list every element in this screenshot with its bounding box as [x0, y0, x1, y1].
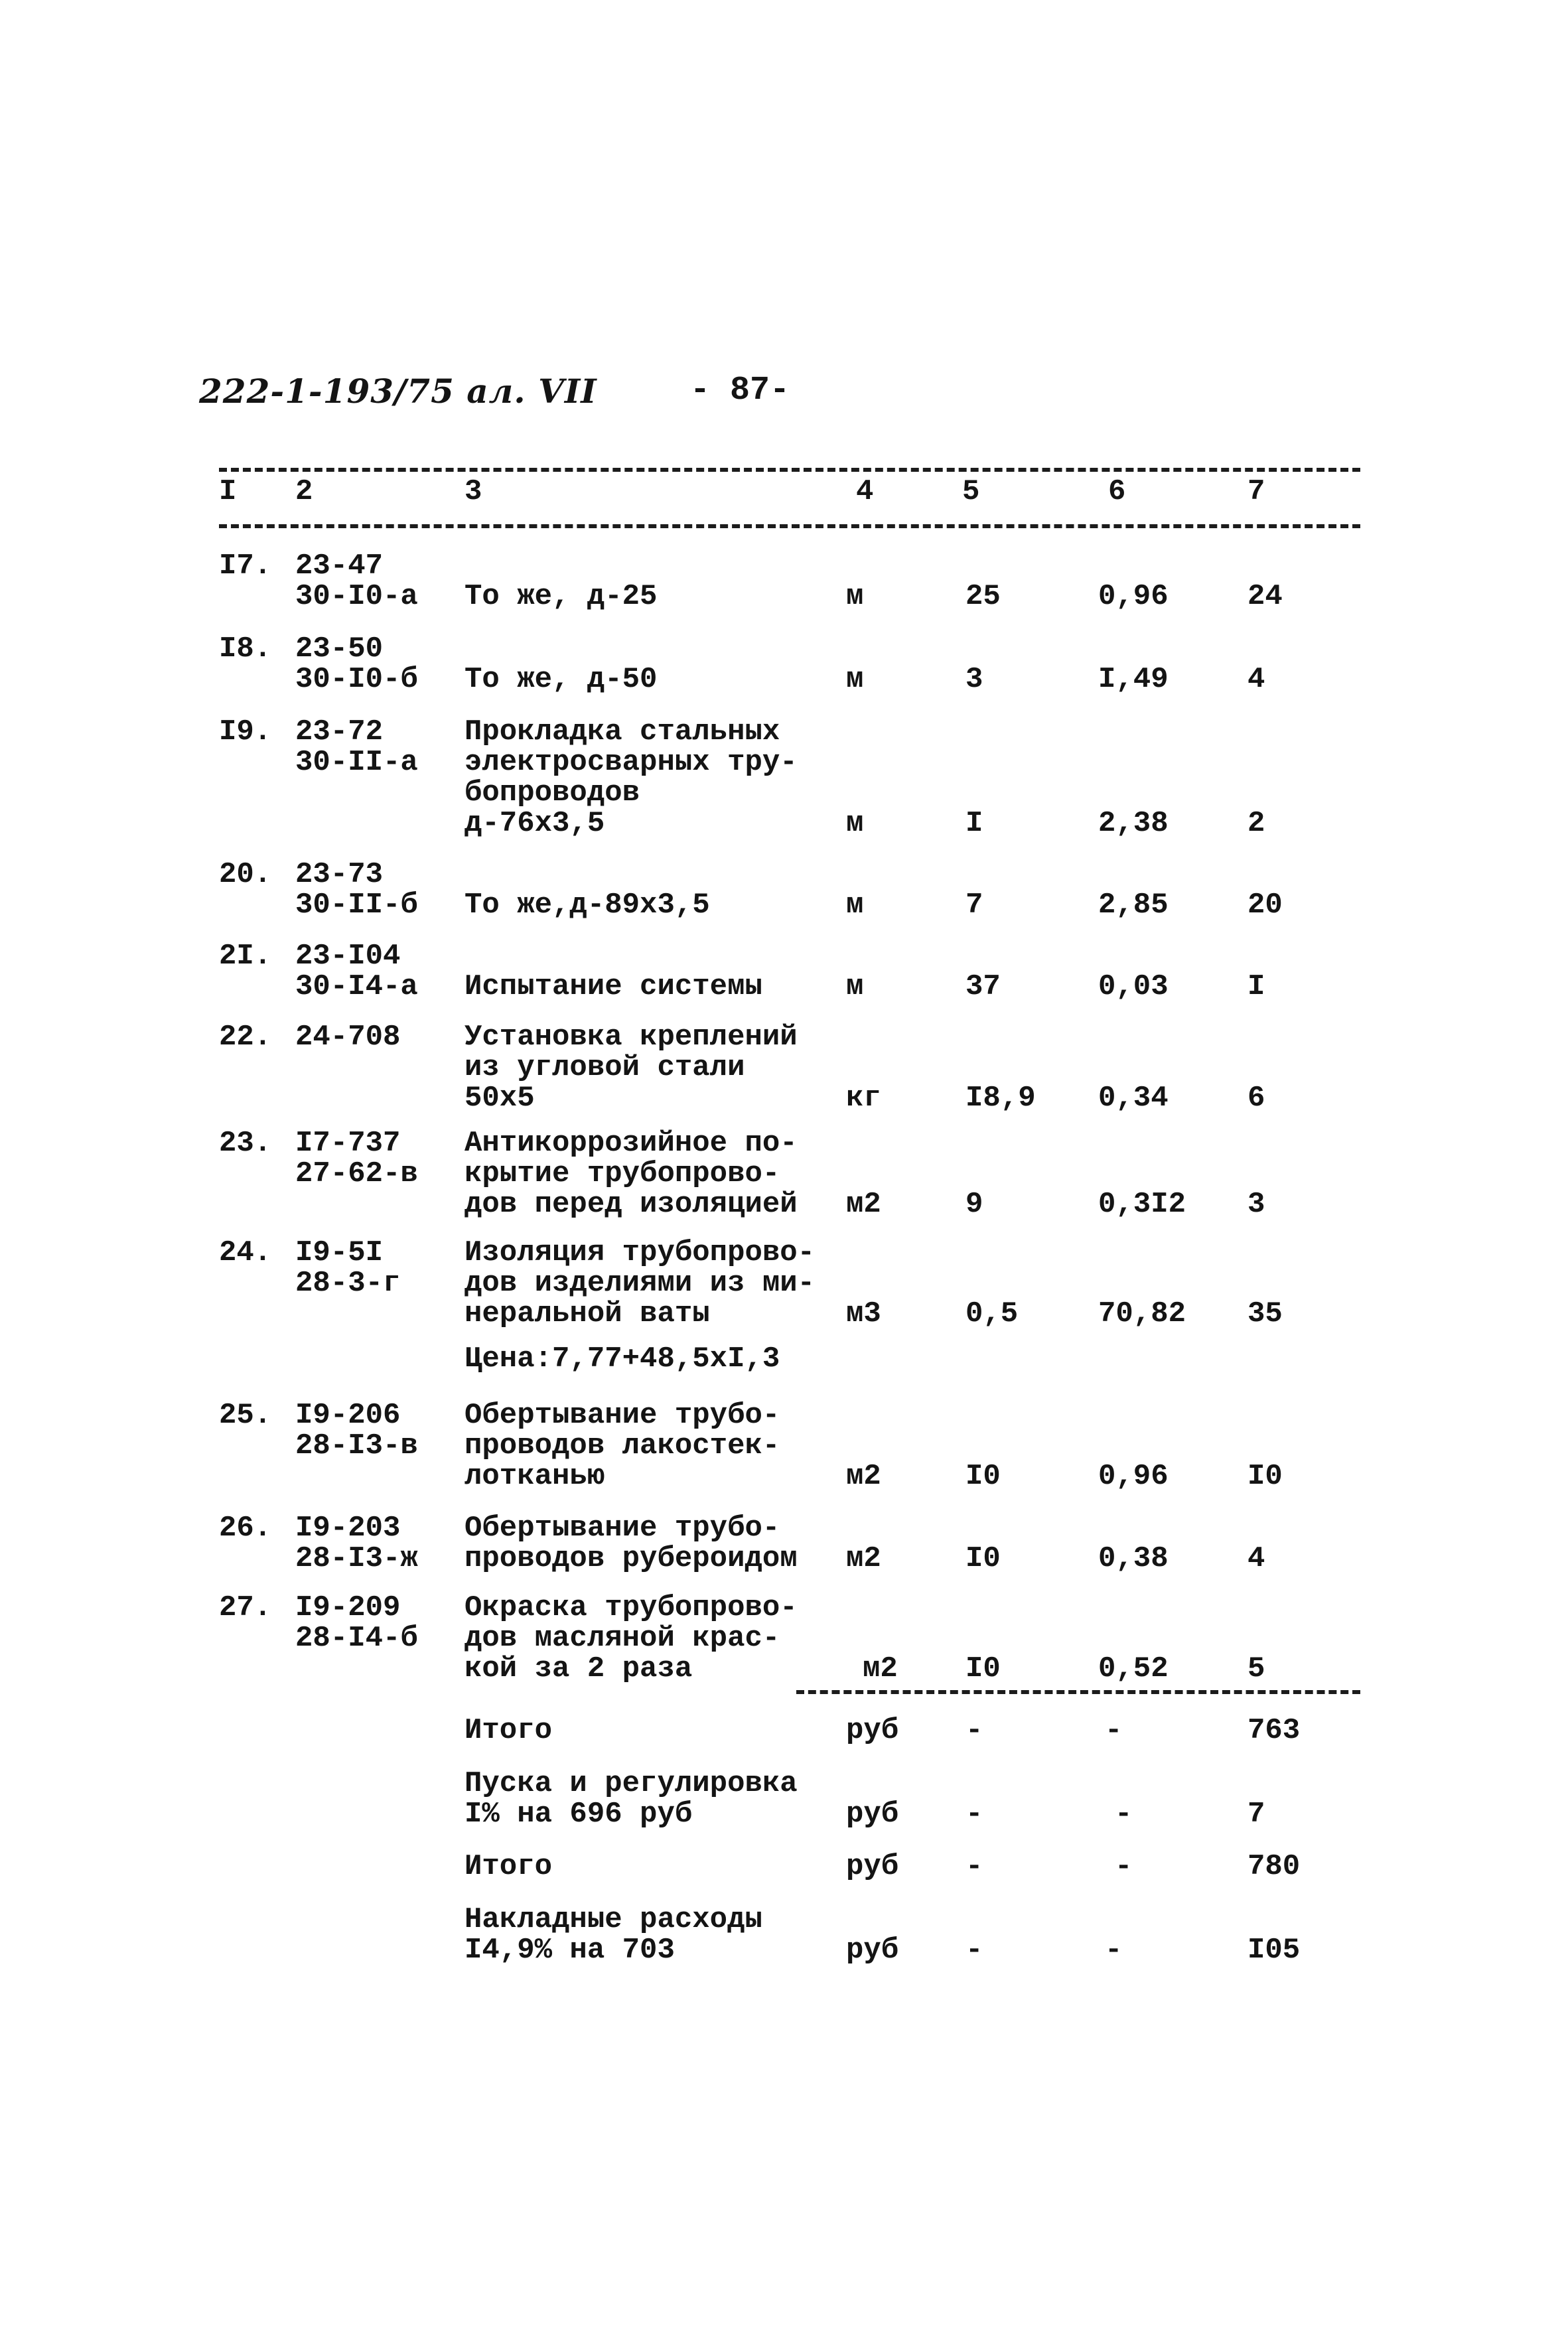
column-header-3: 3 — [464, 475, 482, 508]
table-row-number: I7. — [219, 549, 272, 583]
table-row-total: 2 — [1247, 807, 1265, 840]
table-row-unit: кг — [846, 1082, 881, 1115]
table-row-quantity: I — [965, 807, 983, 840]
table-row-unit: м — [846, 889, 864, 922]
summary-quantity: - — [965, 1798, 983, 1831]
table-row-quantity: I0 — [965, 1460, 1001, 1493]
table-row-unit: м2 — [846, 1542, 881, 1575]
table-row-number: 25. — [219, 1399, 272, 1432]
table-row-description: Окраска трубопрово- дов масляной крас- кой за 2 раза — [464, 1591, 798, 1685]
table-row-price: 2,38 — [1098, 807, 1169, 840]
column-header-6: 6 — [1108, 475, 1126, 508]
table-row-description: Установка креплений из угловой стали 50х5 — [464, 1021, 798, 1115]
table-row-price: 0,34 — [1098, 1082, 1169, 1115]
table-top-rule — [219, 468, 1360, 472]
table-row-quantity: 3 — [965, 663, 983, 696]
summary-total: I05 — [1247, 1934, 1301, 1967]
table-row-number: 20. — [219, 858, 272, 891]
table-row-number: 23. — [219, 1127, 272, 1160]
summary-unit: руб — [846, 1714, 899, 1747]
page-number: - 87- — [690, 372, 790, 409]
table-row-unit: м2 — [846, 1460, 881, 1493]
table-row-price: 2,85 — [1098, 889, 1169, 922]
table-row-total: 5 — [1247, 1652, 1265, 1685]
table-row-description: То же, д-50 — [464, 663, 658, 696]
summary-unit: руб — [846, 1850, 899, 1883]
table-row-code: 23-73 30-II-б — [295, 858, 418, 922]
column-header-1: I — [219, 475, 237, 508]
summary-total: 763 — [1247, 1714, 1301, 1747]
table-row-total: 35 — [1247, 1297, 1283, 1330]
table-row-total: 4 — [1247, 663, 1265, 696]
table-row-total: I — [1247, 970, 1265, 1003]
table-row-number: 2I. — [219, 940, 272, 973]
table-row-quantity: 0,5 — [965, 1297, 1019, 1330]
table-row-quantity: 9 — [965, 1188, 983, 1221]
table-row-description: Испытание системы — [464, 970, 762, 1003]
table-row-code: I9-5I 28-3-г — [295, 1236, 401, 1300]
summary-price: - — [1115, 1850, 1133, 1883]
table-row-total: 3 — [1247, 1188, 1265, 1221]
table-row-code: I9-206 28-I3-в — [295, 1399, 418, 1462]
table-row-price: 0,96 — [1098, 1460, 1169, 1493]
price-note: Цена:7,77+48,5хI,3 — [464, 1342, 780, 1376]
table-row-code: I9-203 28-I3-ж — [295, 1512, 418, 1575]
table-row-price: 0,03 — [1098, 970, 1169, 1003]
table-row-unit: м3 — [846, 1297, 881, 1330]
table-row-quantity: I0 — [965, 1652, 1001, 1685]
summary-quantity: - — [965, 1714, 983, 1747]
summary-quantity: - — [965, 1850, 983, 1883]
table-row-number: 24. — [219, 1236, 272, 1269]
table-row-total: I0 — [1247, 1460, 1283, 1493]
column-header-2: 2 — [295, 475, 313, 508]
table-row-number: I8. — [219, 632, 272, 666]
table-row-unit: м — [846, 807, 864, 840]
table-row-description: Обертывание трубо- проводов рубероидом — [464, 1512, 798, 1575]
table-row-code: 24-708 — [295, 1021, 401, 1054]
summary-price: - — [1105, 1934, 1123, 1967]
column-header-4: 4 — [856, 475, 874, 508]
summary-quantity: - — [965, 1934, 983, 1967]
table-row-price: 70,82 — [1098, 1297, 1186, 1330]
summary-price: - — [1115, 1798, 1133, 1831]
table-row-description: Прокладка стальных электросварных тру- бопроводов д-76х3,5 — [464, 715, 798, 840]
table-row-code: 23-47 30-I0-а — [295, 549, 418, 613]
table-row-number: 22. — [219, 1021, 272, 1054]
table-row-unit: м — [846, 970, 864, 1003]
table-row-number: I9. — [219, 715, 272, 748]
table-row-price: 0,52 — [1098, 1652, 1169, 1685]
summary-price: - — [1105, 1714, 1123, 1747]
table-row-description: Изоляция трубопрово- дов изделиями из ми- неральной ваты — [464, 1236, 816, 1330]
table-row-quantity: 37 — [965, 970, 1001, 1003]
header-bottom-rule — [219, 524, 1360, 528]
table-row-number: 27. — [219, 1591, 272, 1624]
table-row-description: То же, д-25 — [464, 580, 658, 613]
table-row-total: 4 — [1247, 1542, 1265, 1575]
table-row-code: 23-72 30-II-а — [295, 715, 418, 779]
table-row-unit: м2 — [863, 1652, 898, 1685]
summary-total: 7 — [1247, 1798, 1265, 1831]
summary-label: Пуска и регулировка I% на 696 руб — [464, 1767, 798, 1831]
table-row-code: I7-737 27-62-в — [295, 1127, 418, 1190]
document-code: 222-1-193/75 ал. VII — [199, 372, 597, 411]
table-row-total: 20 — [1247, 889, 1283, 922]
table-row-quantity: I0 — [965, 1542, 1001, 1575]
table-row-unit: м2 — [846, 1188, 881, 1221]
summary-label: Итого — [464, 1714, 553, 1747]
table-row-unit: м — [846, 580, 864, 613]
table-row-code: 23-50 30-I0-б — [295, 632, 418, 696]
table-row-total: 6 — [1247, 1082, 1265, 1115]
summary-unit: руб — [846, 1798, 899, 1831]
table-row-price: 0,96 — [1098, 580, 1169, 613]
table-row-quantity: 7 — [965, 889, 983, 922]
summary-label: Итого — [464, 1850, 553, 1883]
table-row-description: То же,д-89х3,5 — [464, 889, 710, 922]
summary-label: Накладные расходы I4,9% на 703 — [464, 1903, 762, 1967]
summary-total: 780 — [1247, 1850, 1301, 1883]
table-row-price: 0,38 — [1098, 1542, 1169, 1575]
table-row-price: 0,3I2 — [1098, 1188, 1186, 1221]
subtotal-rule — [796, 1690, 1360, 1694]
table-row-description: Антикоррозийное по- крытие трубопрово- дов перед изоляцией — [464, 1127, 798, 1221]
table-row-total: 24 — [1247, 580, 1283, 613]
table-row-price: I,49 — [1098, 663, 1169, 696]
table-row-code: I9-209 28-I4-б — [295, 1591, 418, 1655]
column-header-5: 5 — [962, 475, 980, 508]
table-row-number: 26. — [219, 1512, 272, 1545]
column-header-7: 7 — [1247, 475, 1265, 508]
table-row-code: 23-I04 30-I4-а — [295, 940, 418, 1003]
table-row-unit: м — [846, 663, 864, 696]
table-row-quantity: I8,9 — [965, 1082, 1036, 1115]
table-row-quantity: 25 — [965, 580, 1001, 613]
summary-unit: руб — [846, 1934, 899, 1967]
table-row-description: Обертывание трубо- проводов лакостек- лотканью — [464, 1399, 780, 1493]
